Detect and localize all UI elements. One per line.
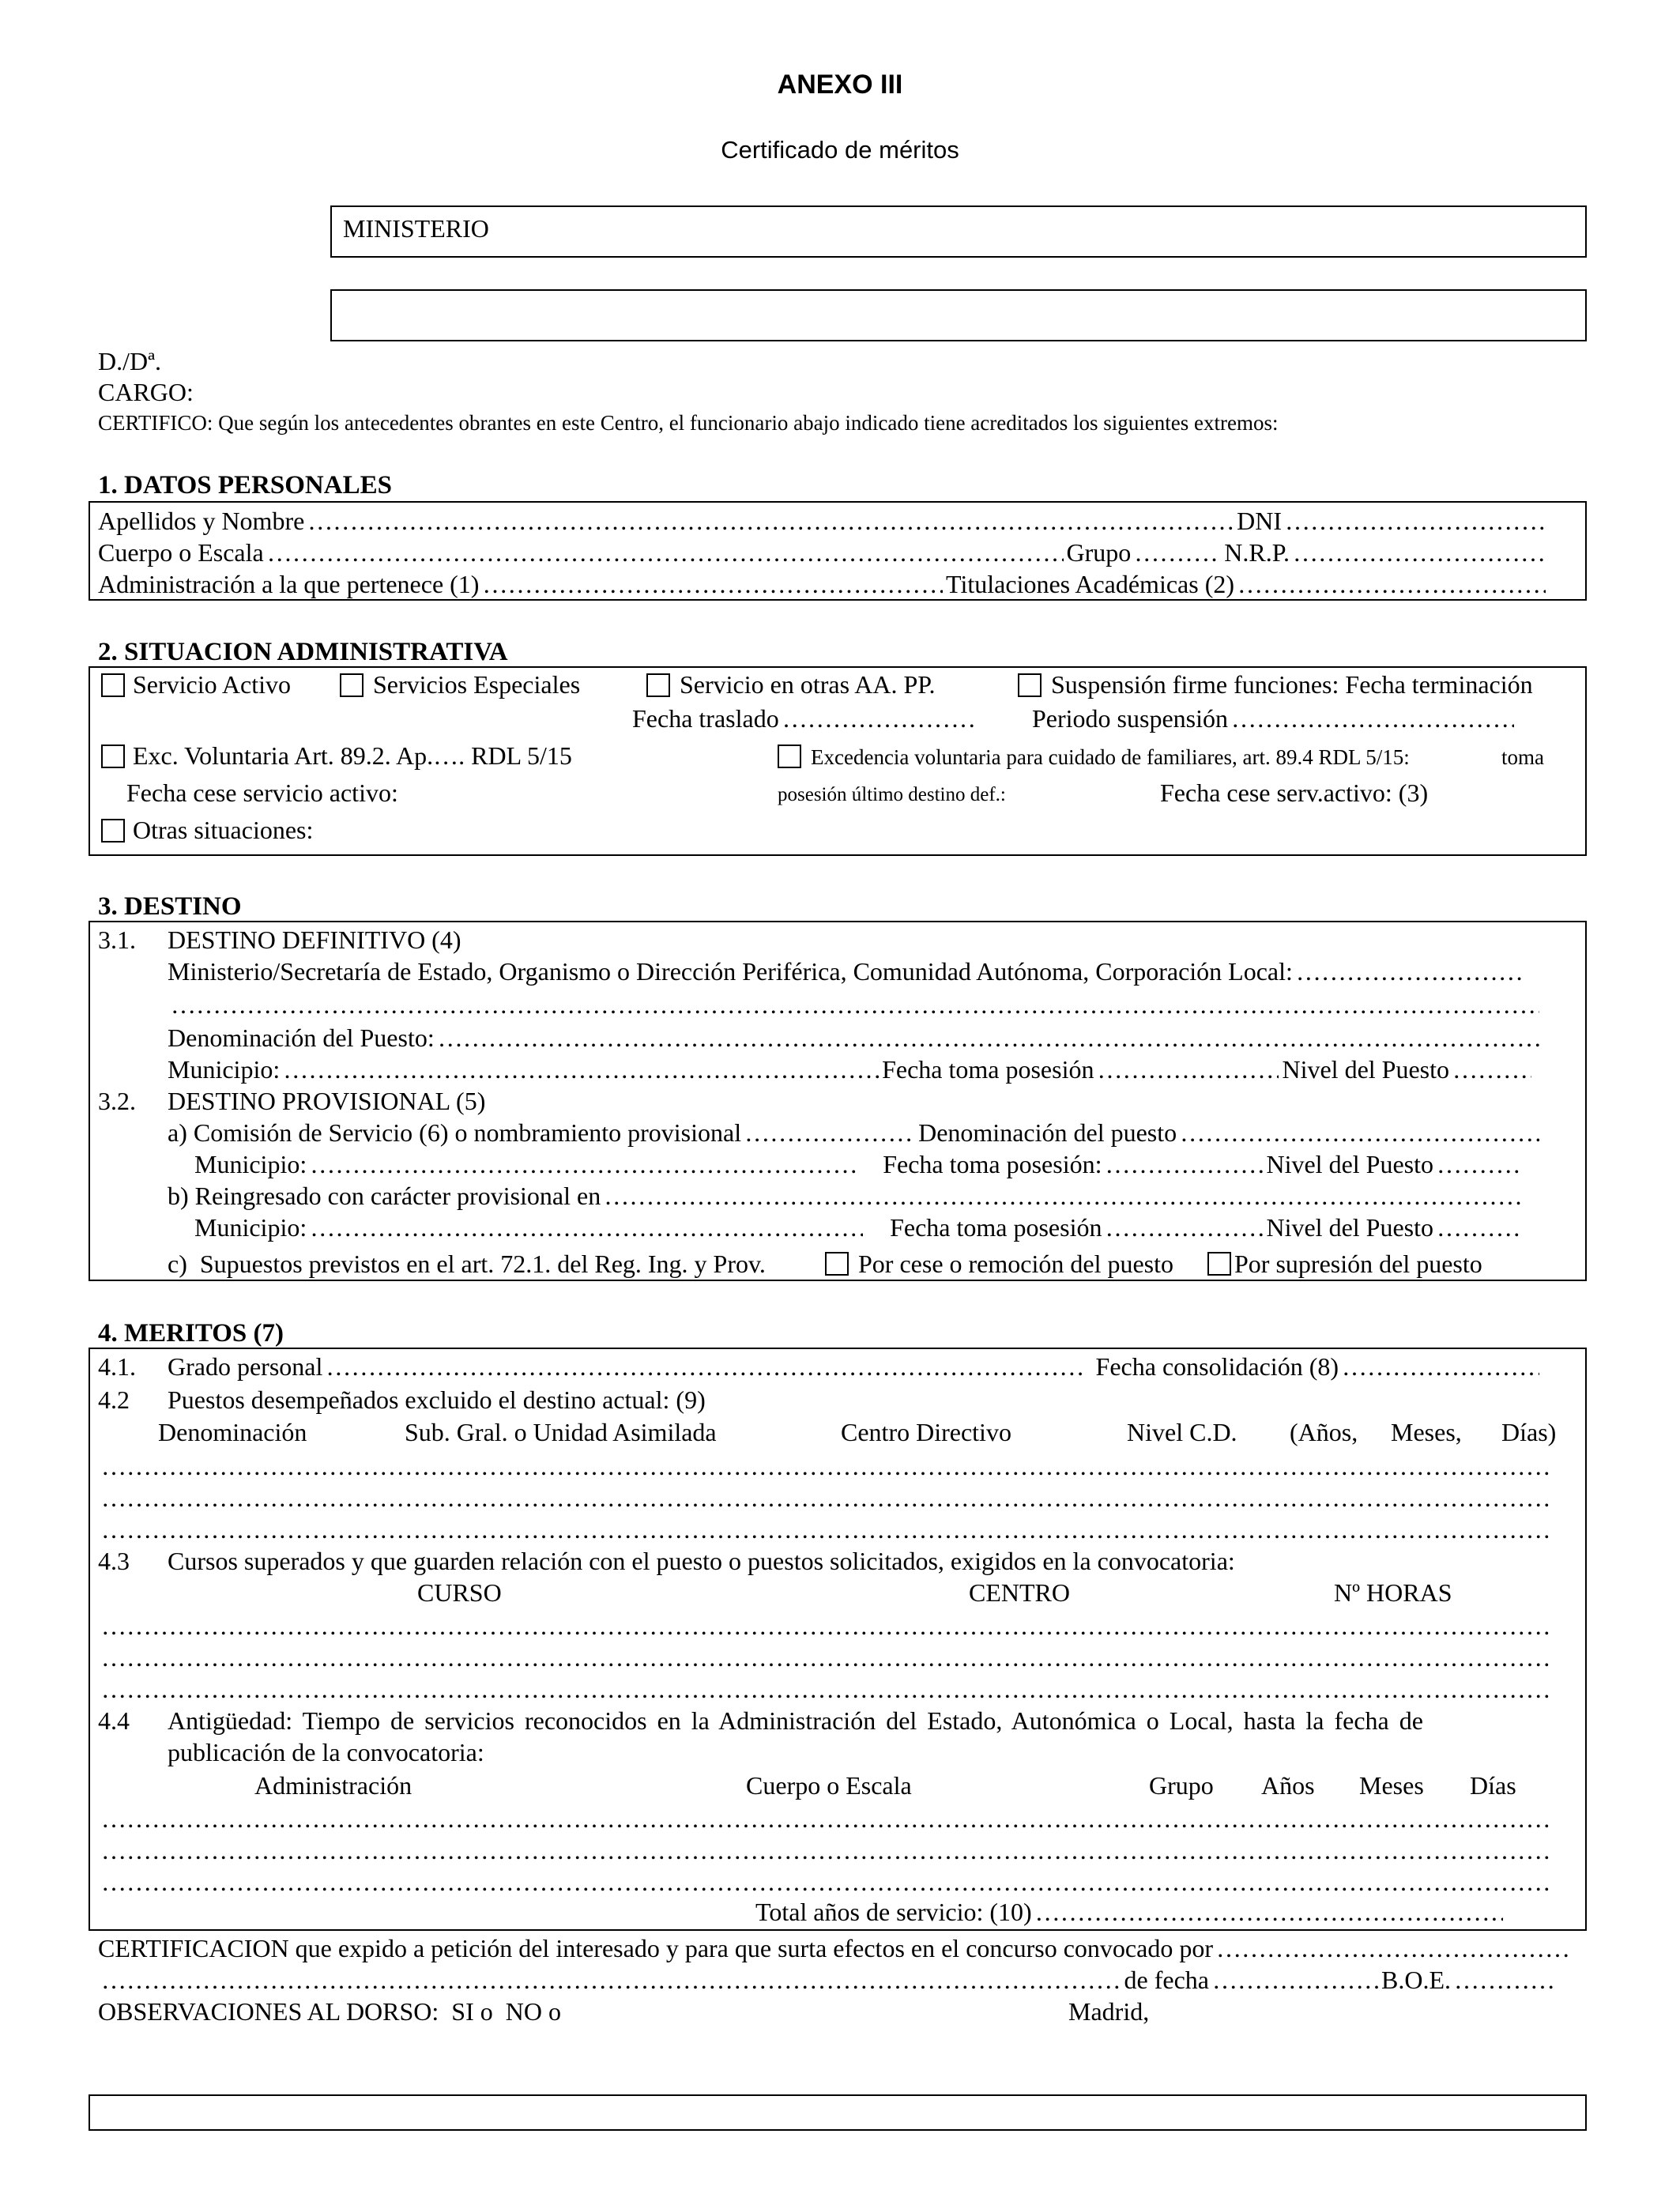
antiguedad-line-2[interactable] [101,1835,1549,1865]
reingresado-row[interactable] [168,1181,1527,1211]
cuerpo-label: Cuerpo o Escala [98,538,264,567]
administracion-row[interactable] [98,569,1549,599]
col-meses: Meses, [1391,1418,1462,1446]
ministerio-detail-field[interactable] [330,289,1587,341]
fecha-consolidacion-label: Fecha consolidación (8) [1095,1352,1339,1381]
madrid-label: Madrid, [1068,1997,1150,2026]
antiguedad-line-1[interactable] [101,1804,1549,1834]
dni-label: DNI [1237,507,1282,535]
reingresado-fecha-toma-dots [1105,1212,1263,1242]
denominacion-puesto-label: Denominación del Puesto: [168,1023,435,1052]
denominacion-puesto-dots [438,1023,1539,1053]
certificacion-dots [1216,1933,1573,1963]
servicio-otras-checkbox[interactable] [646,673,670,697]
reingresado-fecha-toma-label: Fecha toma posesión [890,1213,1102,1242]
servicio-otras-label: Servicio en otras AA. PP. [680,670,936,699]
col-subgral: Sub. Gral. o Unidad Asimilada [405,1418,717,1446]
total-anos-label: Total años de servicio: (10) [755,1898,1032,1926]
otras-situaciones-checkbox[interactable] [101,819,125,843]
col-dias-2: Días [1470,1771,1516,1800]
cuerpo-dots [267,537,1064,567]
denominacion-del-puesto-label: Denominación del puesto [918,1118,1177,1147]
total-anos-row[interactable] [755,1897,1506,1927]
municipio-label: Municipio: [168,1055,281,1084]
reingresado-municipio-row[interactable] [194,1212,1527,1242]
cursos-line-1[interactable] [101,1611,1549,1641]
n42-label: 4.2 [98,1385,130,1414]
periodo-suspension-row[interactable] [1032,703,1517,733]
cursos-line-2[interactable] [101,1642,1549,1672]
comision-fecha-toma-dots [1105,1149,1263,1179]
reingresado-municipio-dots [310,1212,863,1242]
fecha-traslado-row[interactable] [632,703,980,733]
servicios-especiales-checkbox[interactable] [340,673,363,697]
excedencia-familiares-checkbox[interactable] [778,745,801,768]
otras-situaciones-label: Otras situaciones: [133,816,314,844]
comision-fecha-toma-label: Fecha toma posesión: [883,1150,1102,1178]
grupo-dots [1134,537,1221,567]
page-title: ANEXO III [777,70,903,100]
reingresado-nivel-label: Nivel del Puesto [1266,1213,1433,1242]
servicio-activo-checkbox[interactable] [101,673,125,697]
fecha-consolidacion-dots [1342,1351,1539,1382]
col-nivel: Nivel C.D. [1127,1418,1237,1446]
reingresado-dots [604,1181,1524,1211]
por-supresion-label: Por supresión del puesto [1234,1250,1482,1278]
n44-label: 4.4 [98,1706,130,1735]
col-grupo: Grupo [1149,1771,1214,1800]
puestos-line-1[interactable] [101,1451,1549,1481]
cursos-label: Cursos superados y que guarden relación con el puesto o puestos solicitados, exigidos en la convocatoria: [168,1547,1235,1575]
col-curso: CURSO [417,1578,502,1607]
fecha-toma-dots [1097,1054,1279,1084]
fecha-toma-label: Fecha toma posesión [882,1055,1094,1084]
apellidos-label: Apellidos y Nombre [98,507,305,535]
fecha-cese-activo-label: Fecha cese servicio activo: [126,778,398,807]
servicio-activo-label: Servicio Activo [133,670,291,699]
fecha-cese-serv-label: Fecha cese serv.activo: (3) [1160,778,1429,807]
posesion-ultimo-label: posesión último destino def.: [778,784,1006,805]
section-3-header: 3. DESTINO [98,892,242,921]
col-centro: CENTRO [969,1578,1070,1607]
de-fecha-label: de fecha [1124,1966,1209,1994]
fecha-traslado-label: Fecha traslado [632,704,779,733]
suspension-checkbox[interactable] [1018,673,1042,697]
col-denominacion: Denominación [158,1418,307,1446]
grado-personal-dots [326,1351,1084,1382]
comision-nivel-label: Nivel del Puesto [1266,1150,1433,1178]
section-2-header: 2. SITUACION ADMINISTRATIVA [98,638,508,666]
reingresado-label: b) Reingresado con carácter provisional en [168,1182,601,1210]
antiguedad-label: Antigüedad: Tiempo de servicios reconocidos en la Administración del Estado, Autonómica o Local, hasta la fecha de [168,1706,1423,1735]
grado-personal-row[interactable] [168,1351,1543,1382]
antiguedad-label-2: publicación de la convocatoria: [168,1738,484,1766]
por-supresion-checkbox[interactable] [1207,1252,1231,1276]
signature-box[interactable] [89,2094,1587,2131]
puestos-label: Puestos desempeñados excluido el destino actual: (9) [168,1385,706,1414]
nivel-puesto-dots [1452,1054,1531,1084]
col-anos: (Años, [1290,1418,1358,1446]
grado-personal-label: Grado personal [168,1352,323,1381]
n32-label: 3.2. [98,1087,136,1115]
reingresado-municipio-label: Municipio: [194,1213,307,1242]
d-da-label: D./Dª. [98,347,161,375]
exc-voluntaria-checkbox[interactable] [101,745,125,768]
cursos-line-3[interactable] [101,1674,1549,1704]
certifico-text: CERTIFICO: Que según los antecedentes obrantes en este Centro, el funcionario abajo indicado tiene acreditados los siguientes extremos: [98,411,1279,435]
de-fecha-row[interactable] [98,1965,1560,1995]
comision-label: a) Comisión de Servicio (6) o nombramiento provisional [168,1118,742,1147]
ministerio-label: MINISTERIO [343,214,489,243]
denominacion-puesto-row[interactable] [168,1023,1543,1053]
boe-dots [1454,1965,1557,1995]
page-subtitle: Certificado de méritos [721,136,959,164]
comision-municipio-label: Municipio: [194,1150,307,1178]
comision-municipio-dots [310,1149,856,1179]
col-horas: Nº HORAS [1334,1578,1452,1607]
toma-label: toma [1501,745,1544,769]
ministerio-organismo-dots-2 [171,990,1539,1020]
total-anos-dots [1035,1897,1503,1927]
periodo-suspension-dots [1231,703,1514,733]
municipio-dots [283,1054,879,1084]
dni-dots [1285,506,1546,536]
boe-label: B.O.E. [1381,1966,1451,1994]
nrp-label: N.R.P. [1224,538,1290,567]
puestos-line-3[interactable] [101,1514,1549,1544]
col-anos-2: Años [1261,1771,1315,1800]
excedencia-familiares-label: Excedencia voluntaria para cuidado de familiares, art. 89.4 RDL 5/15: [811,745,1410,769]
definitivo-municipio-row[interactable] [168,1054,1535,1084]
de-fecha-dots [1212,1965,1378,1995]
comision-municipio-row[interactable] [194,1149,1527,1179]
ministerio-organismo-row[interactable] [168,956,1527,986]
destino-definitivo-label: DESTINO DEFINITIVO (4) [168,925,461,954]
ministerio-organismo-cont[interactable] [168,990,1543,1020]
col-dias: Días) [1501,1418,1557,1446]
col-meses-2: Meses [1359,1771,1424,1800]
cuerpo-row[interactable] [98,537,1549,567]
titulaciones-label: Titulaciones Académicas (2) [946,570,1234,598]
ministerio-field[interactable] [330,205,1587,258]
n41-label: 4.1. [98,1352,136,1381]
certificacion-text: CERTIFICACION que expido a petición del interesado y para que surta efectos en el concurso convocado por [98,1934,1213,1962]
observaciones-label[interactable]: OBSERVACIONES AL DORSO: SI o NO o [98,1997,561,2026]
puestos-line-2[interactable] [101,1483,1549,1513]
col-cuerpo: Cuerpo o Escala [746,1771,912,1800]
ministerio-organismo-label: Ministerio/Secretaría de Estado, Organismo o Dirección Periférica, Comunidad Autónoma, Corporación Local: [168,957,1293,986]
col-centro-directivo: Centro Directivo [841,1418,1011,1446]
por-cese-label: Por cese o remoción del puesto [858,1250,1173,1278]
servicios-especiales-label: Servicios Especiales [373,670,581,699]
section-1-header: 1. DATOS PERSONALES [98,471,392,499]
periodo-suspension-label: Periodo suspensión [1032,704,1228,733]
denominacion-del-puesto-dots [1180,1118,1539,1148]
administracion-label: Administración a la que pertenece (1) [98,570,480,598]
supuestos-label: c) Supuestos previstos en el art. 72.1. del Reg. Ing. y Prov. [168,1250,766,1278]
certificacion-row[interactable] [98,1933,1576,1963]
apellidos-row[interactable] [98,506,1549,536]
n43-label: 4.3 [98,1547,130,1575]
section-4-header: 4. MERITOS (7) [98,1319,284,1348]
por-cese-checkbox[interactable] [825,1252,849,1276]
nivel-puesto-label: Nivel del Puesto [1282,1055,1449,1084]
nrp-dots [1293,537,1546,567]
cargo-label: CARGO: [98,378,194,406]
fecha-traslado-dots [782,703,977,733]
comision-row[interactable] [168,1118,1543,1148]
apellidos-dots [307,506,1234,536]
comision-nivel-dots [1437,1149,1524,1179]
reingresado-nivel-dots [1437,1212,1524,1242]
grupo-label: Grupo [1066,538,1132,567]
comision-dots [744,1118,915,1148]
de-fecha-pre-dots [101,1965,1121,1995]
exc-voluntaria-label: Exc. Voluntaria Art. 89.2. Ap.…. RDL 5/15 [133,741,572,770]
ministerio-organismo-dots [1296,956,1524,986]
antiguedad-line-3[interactable] [101,1867,1549,1897]
administracion-dots [482,569,943,599]
suspension-label: Suspensión firme funciones: Fecha terminación [1051,670,1533,699]
n31-label: 3.1. [98,925,136,954]
col-administracion: Administración [254,1771,412,1800]
destino-provisional-label: DESTINO PROVISIONAL (5) [168,1087,486,1115]
titulaciones-dots [1237,569,1546,599]
